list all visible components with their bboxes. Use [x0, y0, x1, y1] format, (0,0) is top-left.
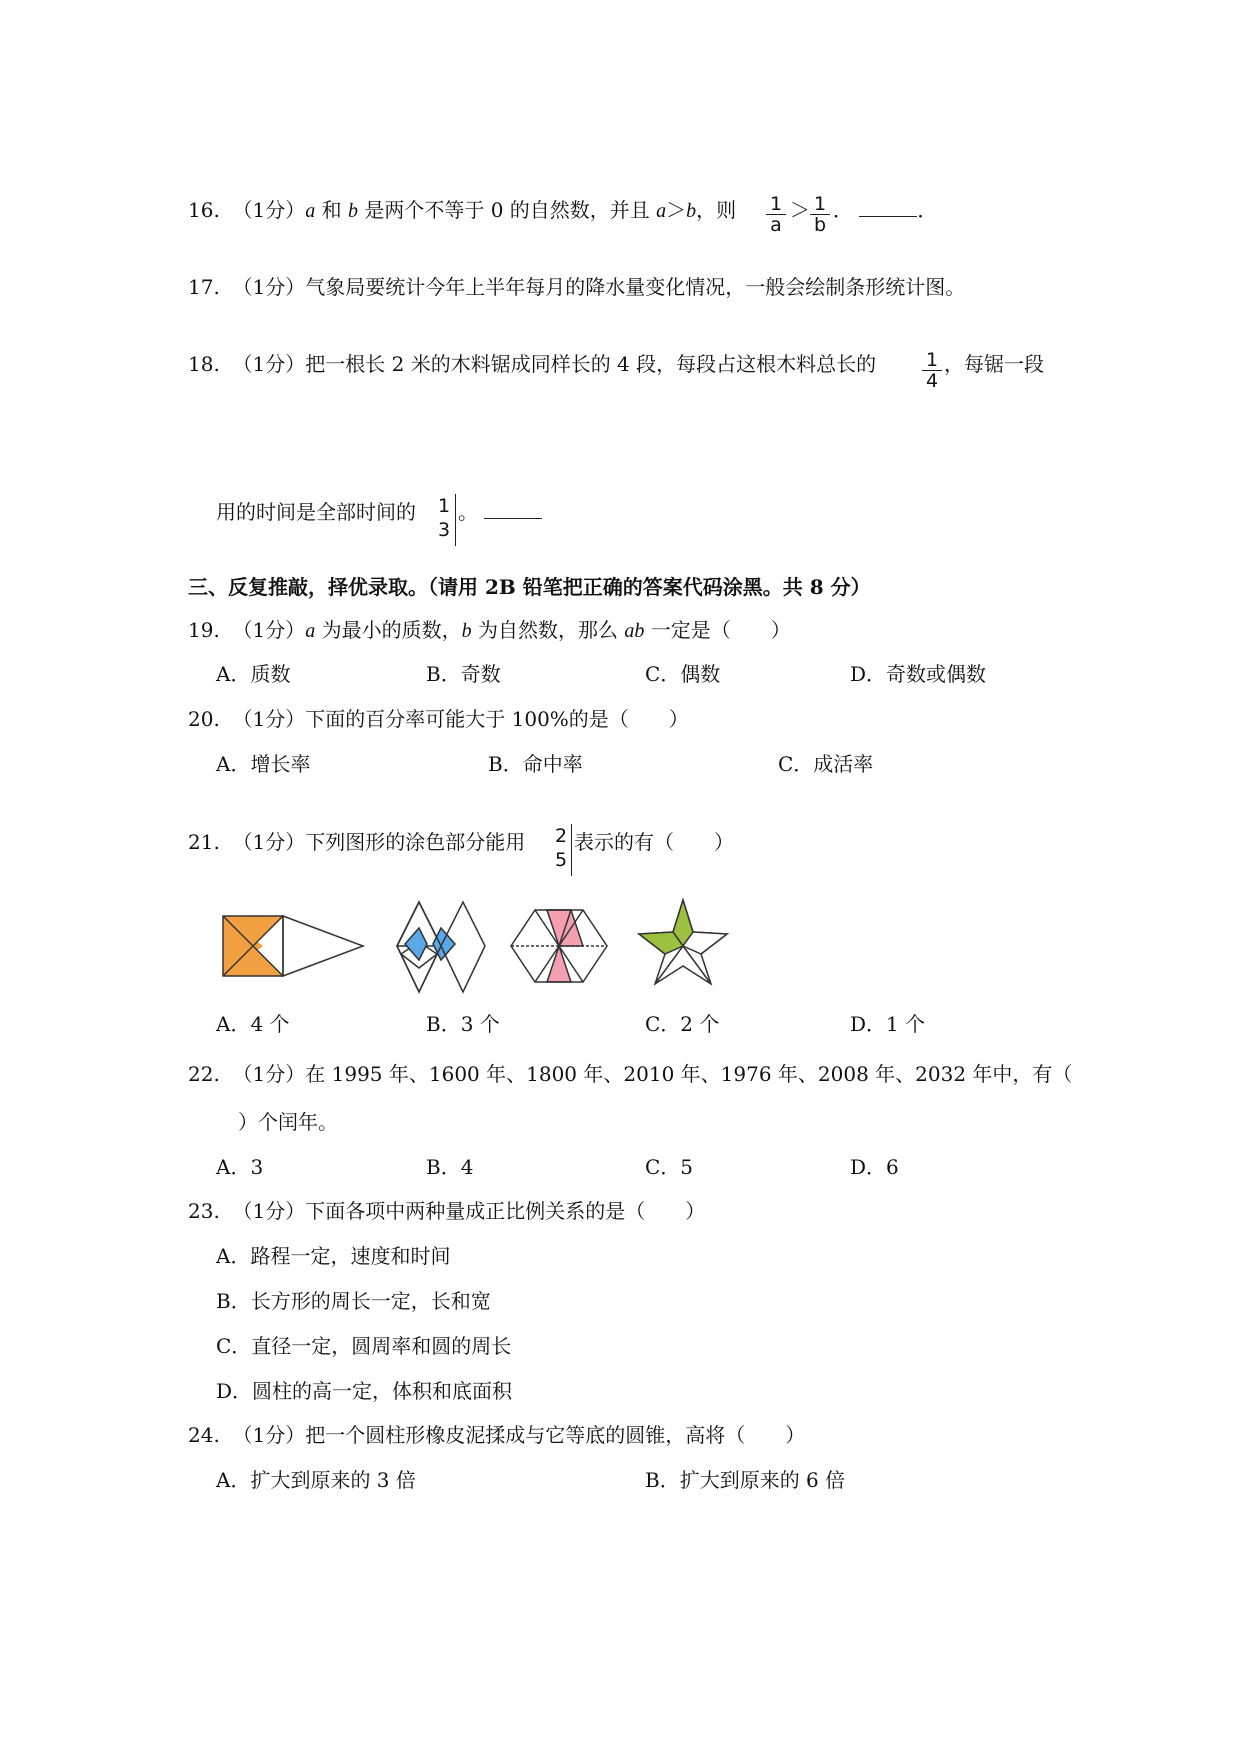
- q19-option-b[interactable]: B．奇数: [426, 662, 501, 686]
- figure-square-triangle: [223, 916, 363, 976]
- q20-number: 20.: [188, 707, 220, 731]
- q16-tail: ． ．: [833, 198, 938, 222]
- q18-text: 把一根长 2 米的木料锯成同样长的 4 段，每段占这根木料总长的: [305, 352, 877, 376]
- q18-number: 18.: [188, 352, 220, 376]
- q22-option-b[interactable]: B．4: [426, 1155, 474, 1179]
- q18-answer-blank: [484, 518, 542, 519]
- figure-hexagon: [511, 910, 607, 982]
- q16-line: 16. （1分）a 和 b 是两个不等于 0 的自然数，并且 a＞b，则: [188, 198, 737, 222]
- q18-line-2: 用的时间是全部时间的: [216, 500, 416, 524]
- q19-line: 19. （1分）a 为最小的质数，b 为自然数，那么 ab 一定是（ ）: [188, 618, 791, 642]
- q17-score: （1分）: [232, 275, 306, 299]
- q19-option-c[interactable]: C．偶数: [645, 662, 721, 686]
- q21-option-a[interactable]: A．4 个: [216, 1012, 290, 1036]
- q17-number: 17.: [188, 275, 220, 299]
- figure-rhombuses: [397, 902, 485, 992]
- q18-fraction-2: 1 3: [437, 495, 451, 541]
- figure-star: [639, 900, 727, 984]
- q19-option-d[interactable]: D．奇数或偶数: [850, 662, 987, 686]
- q22-option-c[interactable]: C．5: [645, 1155, 694, 1179]
- q18-score: （1分）: [232, 352, 306, 376]
- q16-score: （1分）: [232, 198, 306, 222]
- q19-option-a[interactable]: A．质数: [216, 662, 291, 686]
- q16-gt: ＞: [790, 198, 810, 222]
- q18-text-2: ，每锯一段: [944, 352, 1044, 376]
- q17-text: 气象局要统计今年上半年每月的降水量变化情况，一般会绘制条形统计图。: [305, 275, 966, 299]
- q22-option-a[interactable]: A．3: [216, 1155, 264, 1179]
- q23-option-c[interactable]: C．直径一定，圆周率和圆的周长: [216, 1334, 512, 1358]
- q16-answer-blank: [859, 216, 917, 217]
- q22-line-2: ）个闰年。: [238, 1110, 338, 1134]
- q23-number: 23.: [188, 1199, 220, 1223]
- q18-line: [188, 352, 876, 376]
- q23-option-d[interactable]: D．圆柱的高一定，体积和底面积: [216, 1379, 513, 1403]
- q24-number: 24.: [188, 1423, 220, 1447]
- q21-option-c[interactable]: C．2 个: [645, 1012, 720, 1036]
- q16-fraction-1: 1 a: [766, 194, 786, 235]
- q22-number: 22.: [188, 1062, 220, 1086]
- q21-line: 21. （1分）下列图形的涂色部分能用: [188, 830, 526, 854]
- q21-fraction-bar: [571, 824, 572, 876]
- q20-option-a[interactable]: A．增长率: [216, 752, 311, 776]
- q24-option-a[interactable]: A．扩大到原来的 3 倍: [216, 1468, 416, 1492]
- q23-option-a[interactable]: A．路程一定，速度和时间: [216, 1244, 451, 1268]
- q21-text-2: 表示的有（ ）: [574, 830, 734, 854]
- q23-option-b[interactable]: B．长方形的周长一定，长和宽: [216, 1289, 491, 1313]
- q21-fraction: 2 5: [554, 825, 568, 871]
- q24-option-b[interactable]: B．扩大到原来的 6 倍: [645, 1468, 846, 1492]
- q23-line: 23. （1分）下面各项中两种量成正比例关系的是（ ）: [188, 1199, 706, 1223]
- q18-end: 。: [458, 500, 542, 524]
- q16-number: 16.: [188, 198, 220, 222]
- section-3-heading: 三、反复推敲，择优录取。（请用 2B 铅笔把正确的答案代码涂黑。共 8 分）: [188, 575, 871, 599]
- q21-number: 21.: [188, 830, 220, 854]
- q20-line: 20. （1分）下面的百分率可能大于 100%的是（ ）: [188, 707, 689, 731]
- q21-figures: [215, 898, 815, 998]
- q17-line: [188, 275, 965, 299]
- q18-fraction-bar: [455, 494, 456, 546]
- q24-line: 24. （1分）把一个圆柱形橡皮泥揉成与它等底的圆锥，高将（ ）: [188, 1423, 806, 1447]
- q21-option-d[interactable]: D．1 个: [850, 1012, 926, 1036]
- q18-fraction-1: 1 4: [922, 350, 942, 391]
- q20-option-b[interactable]: B．命中率: [488, 752, 583, 776]
- q19-number: 19.: [188, 618, 220, 642]
- q20-option-c[interactable]: C．成活率: [778, 752, 874, 776]
- q21-option-b[interactable]: B．3 个: [426, 1012, 500, 1036]
- q16-fraction-2: 1 b: [810, 194, 830, 235]
- q22-line: 22. （1分）在 1995 年、1600 年、1800 年、2010 年、1976 年、2008 年、2032 年中，有（: [188, 1062, 1073, 1086]
- q22-option-d[interactable]: D．6: [850, 1155, 899, 1179]
